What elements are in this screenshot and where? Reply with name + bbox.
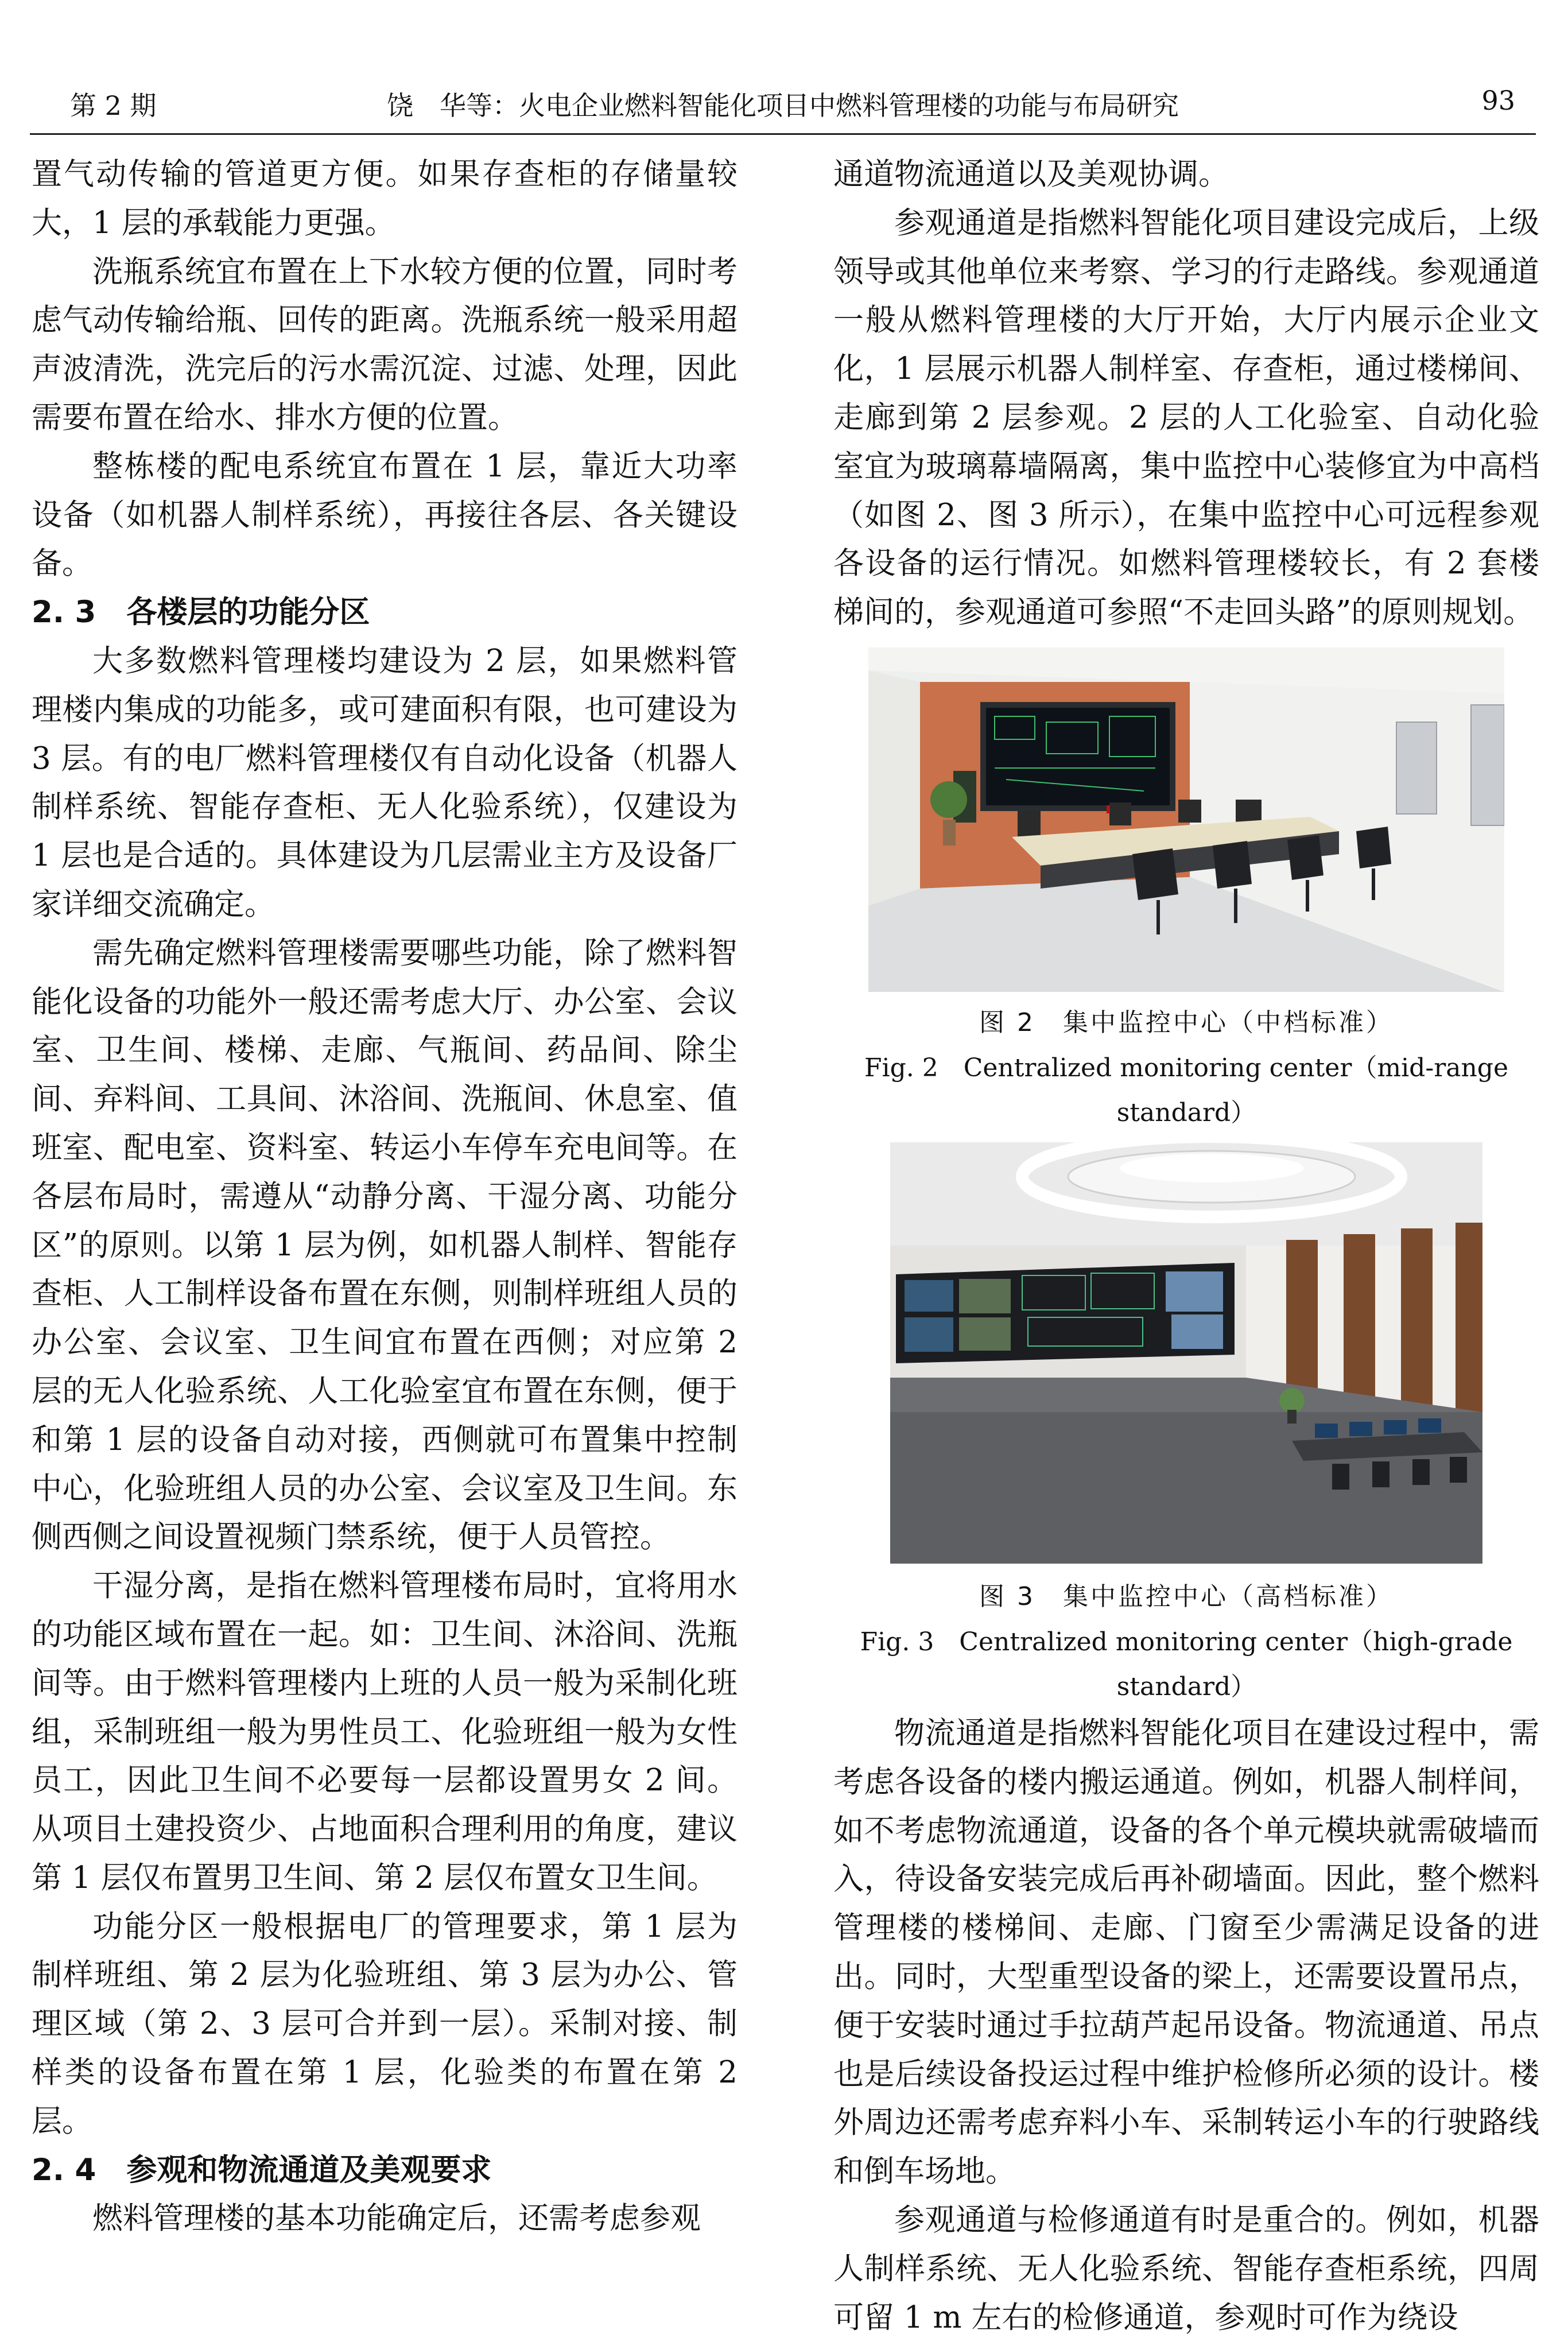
page-number: 93 <box>1481 85 1515 116</box>
paragraph: 需先确定燃料管理楼需要哪些功能，除了燃料智能化设备的功能外一般还需考虑大厅、办公室、会议室、卫生间、楼梯、走廊、气瓶间、药品间、除尘间、弃料间、工具间、沐浴间、洗瓶间、休息室、值班室、配电室、资料室、转运小车停车充电间等。在各层布局时，需遵从“动静分离、干湿分离、功能分区”的原则。以第 1 层为例，如机器人制样、智能存查柜、人工制样设备布置在东侧，则制样班组人员的办公室、会议室、卫生间宜布置在西侧；对应第 2 层的无人化验系统、人工化验室宜布置在东侧，便于和第 1 层的设备自动对接，西侧就可布置集中控制中心，化验班组人员的办公室、会议室及卫生间。东侧西侧之间设置视频门禁系统，便于人员管控。 <box>32 935 738 1555</box>
paragraph: 洗瓶系统宜布置在上下水较方便的位置，同时考虑气动传输给瓶、回传的距离。洗瓶系统一般采用超声波清洗，洗完后的污水需沉淀、过滤、处理，因此需要布置在给水、排水方便的位置。 <box>32 254 738 435</box>
paragraph: 整栋楼的配电系统宜布置在 1 层，靠近大功率设备（如机器人制样系统），再接往各层、各关键设备。 <box>32 448 738 581</box>
running-title: 饶 华等：火电企业燃料智能化项目中燃料管理楼的功能与布局研究 <box>387 90 1179 121</box>
figure-2-photo <box>868 647 1504 992</box>
figure-3-caption-en: Fig. 3 Centralized monitoring center（high-grade standard） <box>860 1627 1513 1701</box>
paragraph: 参观通道与检修通道有时是重合的。例如，机器人制样系统、无人化验系统、智能存查柜系统，四周可留 1 m 左右的检修通道，参观时可作为绕设 <box>833 2202 1539 2335</box>
figure-2-caption-cn: 图 2 集中监控中心（中档标准） <box>979 1007 1394 1037</box>
paragraph: 置气动传输的管道更方便。如果存查柜的存储量较大，1 层的承载能力更强。 <box>32 157 738 241</box>
paragraph: 通道物流通道以及美观协调。 <box>833 157 1229 192</box>
issue-number: 第 2 期 <box>70 90 157 121</box>
left-column <box>32 150 738 2243</box>
paragraph: 功能分区一般根据电厂的管理要求，第 1 层为制样班组、第 2 层为化验班组、第 3 层为办公、管理区域（第 2、3 层可合并到一层）。采制对接、制样类的设备布置在第 1 层，化验类的布置在第 2 层。 <box>32 1909 738 2139</box>
running-header <box>30 79 1536 131</box>
header-rule <box>30 133 1536 135</box>
figure-2-caption-en: Fig. 2 Centralized monitoring center（mid-range standard） <box>864 1053 1509 1127</box>
paragraph: 物流通道是指燃料智能化项目在建设过程中，需考虑各设备的楼内搬运通道。例如，机器人制样间，如不考虑物流通道，设备的各个单元模块就需破墙而入，待设备安装完成后再补砌墙面。因此，整个燃料管理楼的楼梯间、走廊、门窗至少需满足设备的进出。同时，大型重型设备的梁上，还需要设置吊点，便于安装时通过手拉葫芦起吊设备。物流通道、吊点也是后续设备投运过程中维护检修所必须的设计。楼外周边还需考虑弃料小车、采制转运小车的行驶路线和倒车场地。 <box>833 1715 1539 2189</box>
figure-3-caption-cn: 图 3 集中监控中心（高档标准） <box>979 1581 1394 1611</box>
figure-3-photo <box>890 1142 1482 1564</box>
paragraph: 干湿分离，是指在燃料管理楼布局时，宜将用水的功能区域布置在一起。如：卫生间、沐浴间、洗瓶间等。由于燃料管理楼内上班的人员一般为采制化班组，采制班组一般为男性员工、化验班组一般为女性员工，因此卫生间不必要每一层都设置男女 2 间。从项目土建投资少、占地面积合理利用的角度，建议第 1 层仅布置男卫生间、第 2 层仅布置女卫生间。 <box>32 1568 738 1895</box>
paragraph: 大多数燃料管理楼均建设为 2 层，如果燃料管理楼内集成的功能多，或可建面积有限，也可建设为 3 层。有的电厂燃料管理楼仅有自动化设备（机器人制样系统、智能存查柜、无人化验系统），仅建设为 1 层也是合适的。具体建设为几层需业主方及设备厂家详细交流确定。 <box>32 643 738 922</box>
section-heading-2-4: 2. 4 参观和物流通道及美观要求 <box>32 2152 492 2188</box>
section-heading-2-3: 2. 3 各楼层的功能分区 <box>32 595 370 630</box>
paragraph: 参观通道是指燃料智能化项目建设完成后，上级领导或其他单位来考察、学习的行走路线。参观通道一般从燃料管理楼的大厅开始，大厅内展示企业文化，1 层展示机器人制样室、存查柜，通过楼梯间、走廊到第 2 层参观。2 层的人工化验室、自动化验室宜为玻璃幕墙隔离，集中监控中心装修宜为中高档（如图 2、图 3 所示），在集中监控中心可远程参观各设备的运行情况。如燃料管理楼较长，有 2 套楼梯间的，参观通道可参照“不走回头路”的原则规划。 <box>833 205 1539 630</box>
figure-3 <box>833 1142 1539 1709</box>
paragraph: 燃料管理楼的基本功能确定后，还需考虑参观 <box>92 2201 701 2236</box>
figure-2 <box>833 647 1539 1135</box>
right-column <box>833 150 1539 2342</box>
